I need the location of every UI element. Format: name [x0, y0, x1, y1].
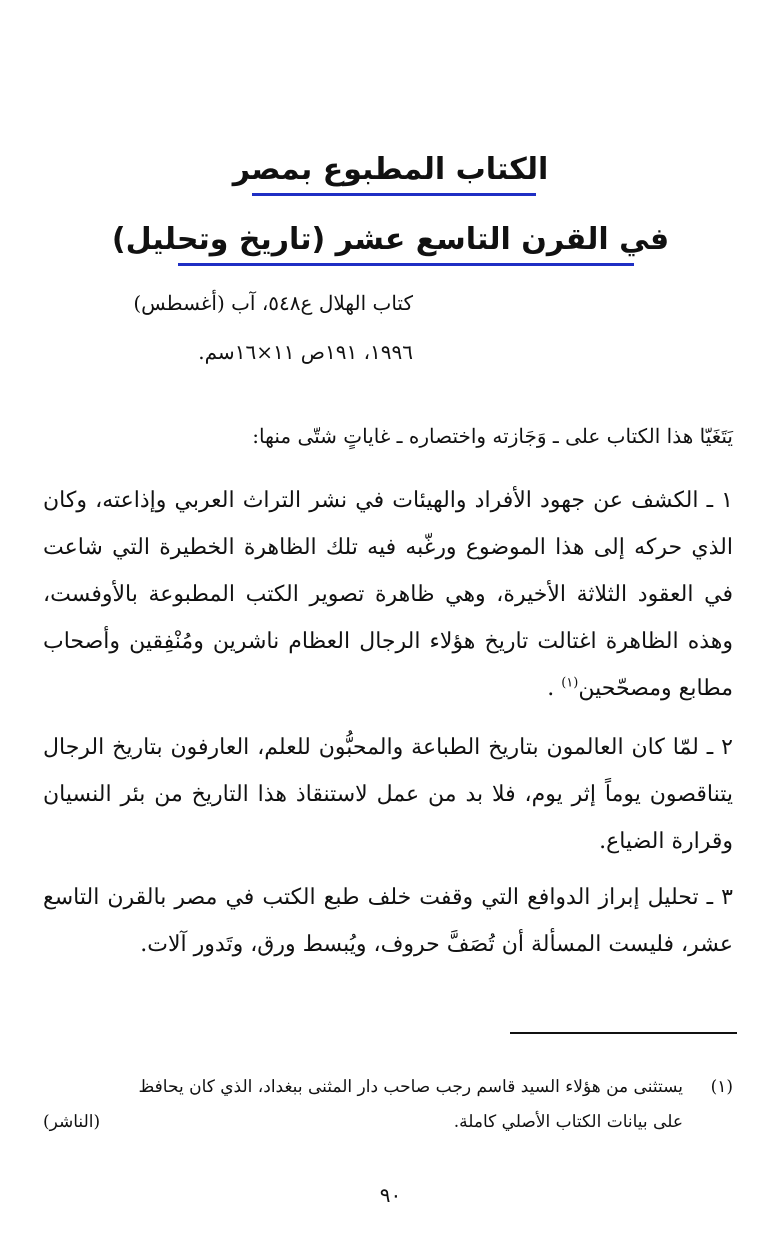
footnote-credit: (الناشر): [43, 1112, 101, 1132]
page-number: ٩٠: [379, 1183, 402, 1207]
footnote-line-2: على بيانات الكتاب الأصلي كاملة.: [453, 1112, 683, 1132]
paragraph-1-end: .: [547, 676, 555, 701]
paragraph-2: ٢ ـ لمّا كان العالمون بتاريخ الطباعة والمحبُّون للعلم، العارفون بتاريخ الرجال يتناقصون يوماً إثر يوم، فلا بد من عمل لاستنقاذ هذا التاريخ من بئر النسيان وقرارة الضياع.: [43, 735, 733, 854]
intro-sentence: يَتَغَيّا هذا الكتاب على ـ وَجَازته واختصاره ـ غاياتٍ شتّى منها:: [252, 424, 733, 448]
footnote: [43, 1070, 733, 1140]
footnote-line-1: يستثنى من هؤلاء السيد قاسم رجب صاحب دار المثنى ببغداد، الذي كان يحافظ: [138, 1077, 683, 1097]
footnote-text: [43, 1070, 683, 1140]
paragraph-1: [43, 477, 733, 712]
title-underline-2: [178, 263, 634, 266]
footnote-line-2-row: [43, 1105, 683, 1140]
footnote-marker: (١): [710, 1077, 733, 1097]
footnote-separator: [510, 1032, 737, 1034]
reference-line-2: ١٩٩٦، ١٩١ص ١١×١٦سم.: [198, 340, 413, 364]
reference-line-1: كتاب الهلال ع٥٤٨، آب (أغسطس): [133, 291, 413, 315]
paragraph-3: ٣ ـ تحليل إبراز الدوافع التي وقفت خلف طبع الكتب في مصر بالقرن التاسع عشر، فليست المسألة أن تُصَفَّ حروف، ويُبسط ورق، وتَدور آلات.: [43, 885, 733, 957]
footnote-reference: (١): [561, 675, 579, 691]
title-underline-1: [252, 193, 536, 196]
book-title-line-1: الكتاب المطبوع بمصر: [232, 152, 549, 187]
paragraph-1-text: ١ ـ الكشف عن جهود الأفراد والهيئات في نشر التراث العربي وإذاعته، وكان الذي حركه إلى هذا الموضوع ورغّبه فيه تلك الظاهرة الخطيرة التي شاعت في العقود الثلاثة الأخيرة، وهي ظاهرة تصوير الكتب المطبوعة بالأوفست، وهذه الظاهرة اغتالت تاريخ هؤلاء الرجال العظام ناشرين ومُنْفِقين وأصحاب مطابع ومصحّحين: [43, 488, 733, 701]
book-title-line-2: في القرن التاسع عشر (تاريخ وتحليل): [111, 222, 670, 257]
